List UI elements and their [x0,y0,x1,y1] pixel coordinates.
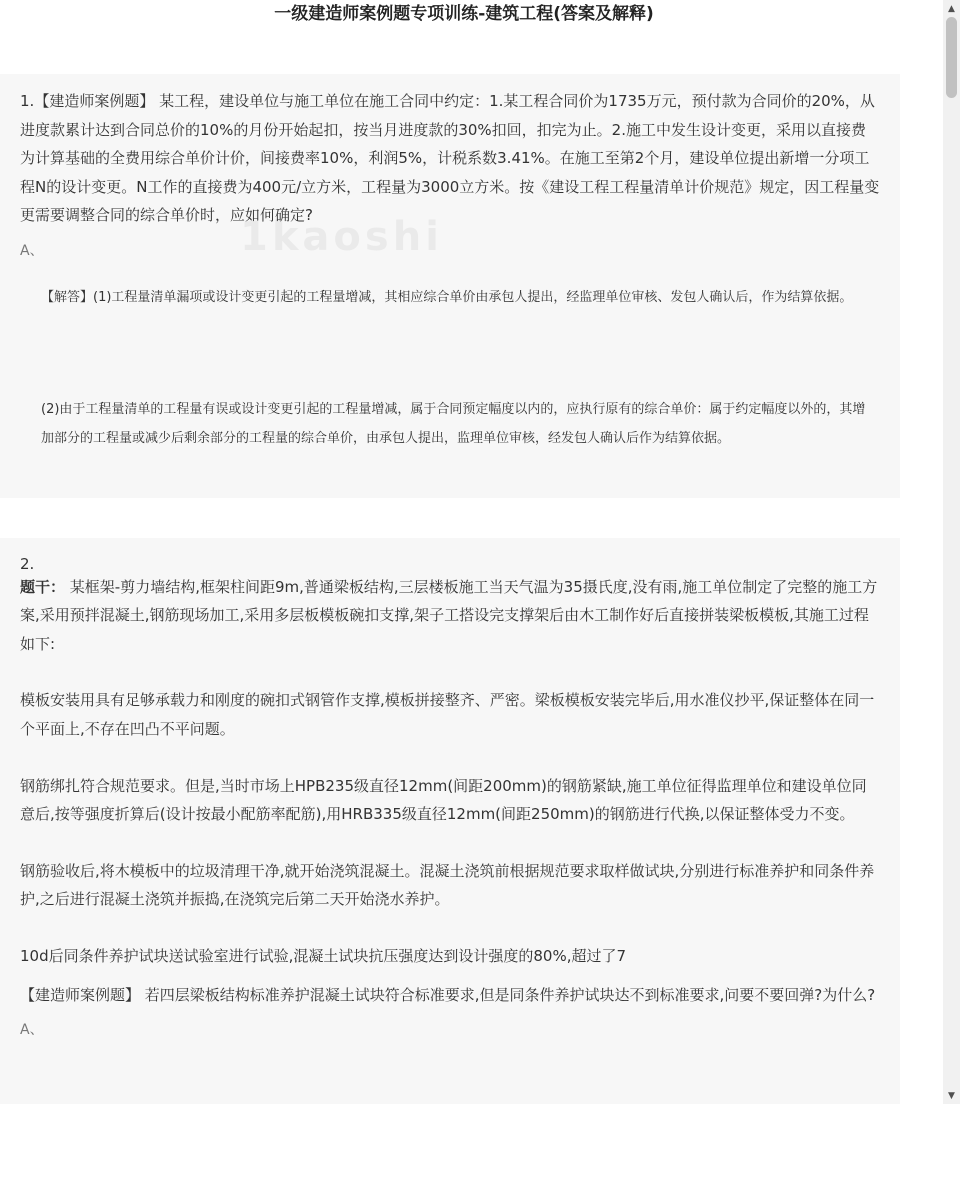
question-card-1 [0,74,900,498]
page-title: 一级建造师案例题专项训练-建筑工程(答案及解释) [274,4,654,24]
vertical-scrollbar[interactable] [943,0,960,1104]
stem-label: 题干： [20,577,66,596]
scroll-up-icon[interactable]: ▲ [948,3,955,14]
question-2-number: 2. [20,555,35,573]
scroll-down-icon[interactable]: ▼ [948,1090,955,1101]
question-2-stem: 题干： 某框架-剪力墙结构,框架柱间距9m,普通梁板结构,三层楼板施工当天气温为35摄氏度,没有雨,施工单位制定了完整的施工方案,采用预拌混凝土,钢筋现场加工,采用多层板模板碗扣支撑,架子工搭设完支撑架后由木工制作好后直接拼装梁板模板,其施工过程如下: [20,577,878,653]
watermark: 1kaoshi [240,214,443,260]
question-2-para-4: 10d后同条件养护试块送试验室进行试验,混凝土试块抗压强度达到设计强度的80%,超过了7 [20,946,627,965]
scrollbar-thumb[interactable] [946,17,957,98]
question-2-para-3: 钢筋验收后,将木模板中的垃圾清理干净,就开始浇筑混凝土。混凝土浇筑前根据规范要求取样做试块,分别进行标准养护和同条件养护,之后进行混凝土浇筑并振捣,在浇筑完后第二天开始浇水养护。 [20,861,875,909]
question-2-para-2: 钢筋绑扎符合规范要求。但是,当时市场上HPB235级直径12mm(间距200mm)的钢筋紧缺,施工单位征得监理单位和建设单位同意后,按等强度折算后(设计按最小配筋率配筋),用HRB335级直径12mm(间距250mm)的钢筋进行代换,以保证整体受力不变。 [20,776,867,824]
question-1-number: 1. [20,92,35,110]
question-card-2 [0,538,900,1104]
question-2-para-1: 模板安装用具有足够承载力和刚度的碗扣式钢管作支撑,模板拼接整齐、严密。梁板模板安装完毕后,用水准仪抄平,保证整体在同一个平面上,不存在凹凸不平问题。 [20,691,875,738]
question-2-question: 【建造师案例题】 若四层梁板结构标准养护混凝土试块符合标准要求,但是同条件养护试块达不到标准要求,问要不要回弹?为什么? [20,985,876,1004]
question-2-option-a[interactable]: A、 [20,1022,44,1039]
question-1-answer-2: (2)由于工程量清单的工程量有误或设计变更引起的工程量增减，属于合同预定幅度以内的，应执行原有的综合单价：属于约定幅度以外的，其增加部分的工程量或减少后剩余部分的工程量的综合单价，由承包人提出，监理单位审核，经发包人确认后作为结算依据。 [41,402,866,446]
question-1-option-a[interactable]: A、 [20,242,44,259]
question-1-answer-1: 【解答】(1)工程量清单漏项或设计变更引起的工程量增减，其相应综合单价由承包人提出，经监理单位审核、发包人确认后，作为结算依据。 [41,289,853,305]
question-1-text: 1.【建造师案例题】 某工程，建设单位与施工单位在施工合同中约定：1.某工程合同价为1735万元，预付款为合同价的20%，从进度款累计达到合同总价的10%的月份开始起扣，按当月进度款的30%扣回，扣完为止。2.施工中发生设计变更，采用以直接费为计算基础的全费用综合单价计价，间接费率10%，利润5%，计税系数3.41%。在施工至第2个月，建设单位提出新增一分项工程N的设计变更。N工作的直接费为400元/立方米，工程量为3000立方米。按《建设工程工程量清单计价规范》规定，因工程量变更需要调整合同的综合单价时，应如何确定? [20,92,880,225]
